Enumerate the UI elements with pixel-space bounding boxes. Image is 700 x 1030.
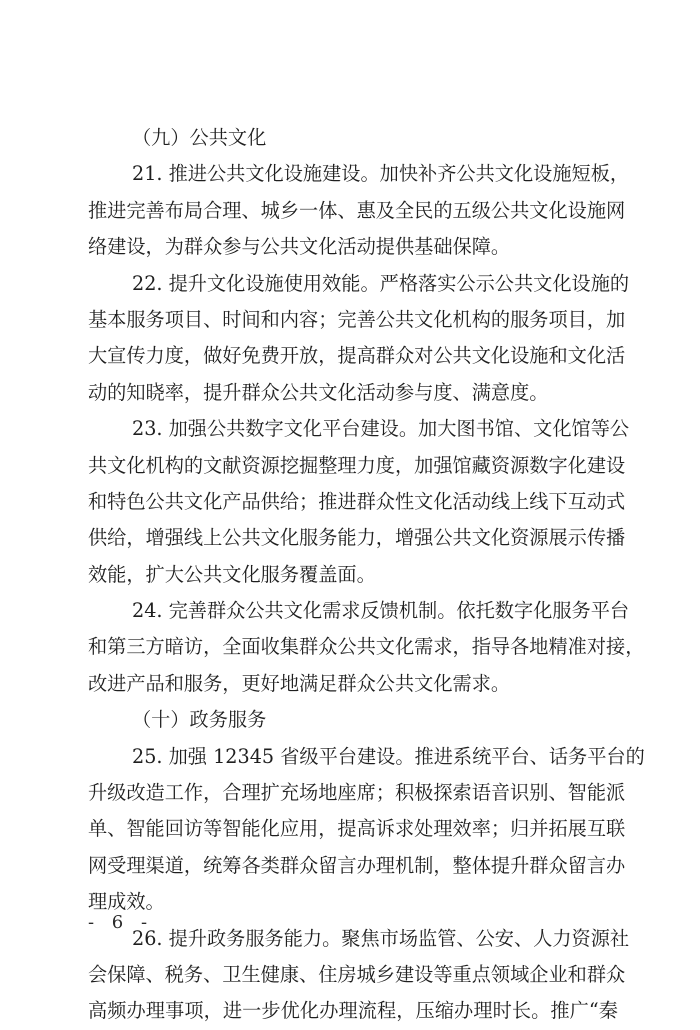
paragraph-26-line: 高频办理事项，进一步优化办理流程，压缩办理时长。推广“秦 <box>88 999 618 1023</box>
paragraph-24-line: 24. 完善群众公共文化需求反馈机制。依托数字化服务平台 <box>132 599 630 623</box>
paragraph-21-line: 络建设，为群众参与公共文化活动提供基础保障。 <box>88 235 511 259</box>
paragraph-23-line: 供给，增强线上公共文化服务能力，增强公共文化资源展示传播 <box>88 526 626 550</box>
paragraph-21-line: 21. 推进公共文化设施建设。加快补齐公共文化设施短板， <box>132 162 630 186</box>
paragraph-25-line: 网受理渠道，统筹各类群众留言办理机制，整体提升群众留言办 <box>88 853 626 877</box>
paragraph-26-line: 会保障、税务、卫生健康、住房城乡建设等重点领域企业和群众 <box>88 962 626 986</box>
paragraph-23-line: 23. 加强公共数字文化平台建设。加大图书馆、文化馆等公 <box>132 417 630 441</box>
paragraph-25-line: 理成效。 <box>88 890 165 914</box>
paragraph-22-line: 动的知晓率，提升群众公共文化活动参与度、满意度。 <box>88 380 549 404</box>
paragraph-23-line: 共文化机构的文献资源挖掘整理力度，加强馆藏资源数字化建设 <box>88 453 626 477</box>
paragraph-26-line: 26. 提升政务服务能力。聚焦市场监管、公安、人力资源社 <box>132 926 630 950</box>
paragraph-22-line: 22. 提升文化设施使用效能。严格落实公示公共文化设施的 <box>132 271 630 295</box>
paragraph-23-line: 和特色公共文化产品供给；推进群众性文化活动线上线下互动式 <box>88 489 626 513</box>
section-heading-government-services: （十）政务服务 <box>132 708 267 732</box>
paragraph-24-line: 改进产品和服务，更好地满足群众公共文化需求。 <box>88 671 511 695</box>
paragraph-22-line: 大宣传力度，做好免费开放，提高群众对公共文化设施和文化活 <box>88 344 626 368</box>
paragraph-25-line: 单、智能回访等智能化应用，提高诉求处理效率；归并拓展互联 <box>88 817 626 841</box>
page-number: - 6 - <box>88 912 154 933</box>
paragraph-23-line: 效能，扩大公共文化服务覆盖面。 <box>88 562 376 586</box>
paragraph-21-line: 推进完善布局合理、城乡一体、惠及全民的五级公共文化设施网 <box>88 198 626 222</box>
paragraph-25-line: 升级改造工作，合理扩充场地座席；积极探索语音识别、智能派 <box>88 781 626 805</box>
document-body <box>88 120 645 1030</box>
section-heading-public-culture: （九）公共文化 <box>132 126 267 149</box>
paragraph-25-line: 25. 加强 12345 省级平台建设。推进系统平台、话务平台的 <box>132 744 645 768</box>
paragraph-22-line: 基本服务项目、时间和内容；完善公共文化机构的服务项目，加 <box>88 307 626 331</box>
paragraph-24-line: 和第三方暗访，全面收集群众公共文化需求，指导各地精准对接， <box>88 635 645 659</box>
